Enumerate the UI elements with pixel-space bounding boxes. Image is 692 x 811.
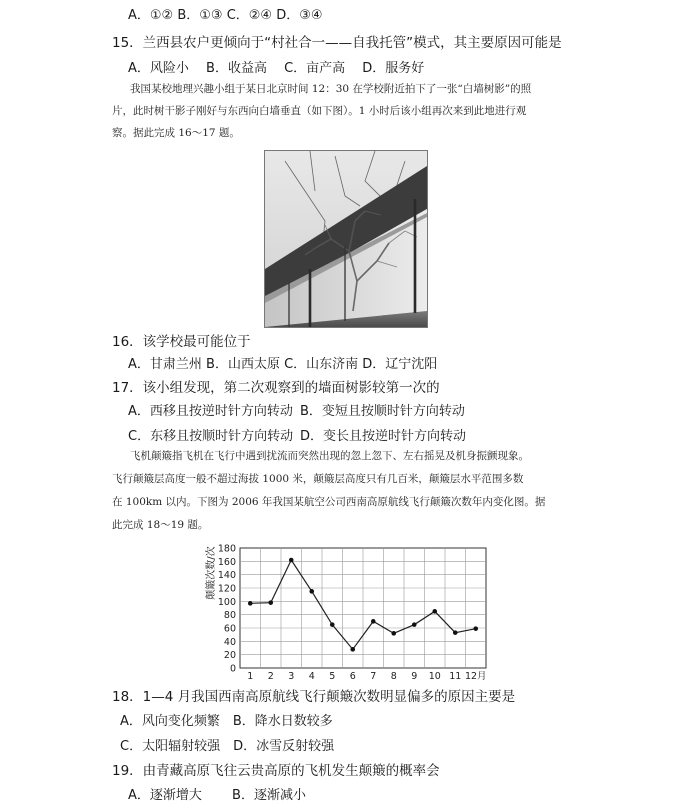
passage2-line3: 在 100km 以内。下图为 2006 年我国某航空公司西南高原航线飞行颠簸次数年内变化图。据 (112, 496, 546, 508)
chart-y-tick-label: 40 (223, 636, 236, 648)
q15-options: A．风险小 B．收益高 C．亩产高 D．服务好 (128, 61, 425, 76)
chart-point (391, 631, 396, 636)
q19-options: A．逐渐增大 B．逐渐减小 (128, 788, 306, 803)
chart-x-tick-label: 3 (288, 671, 295, 680)
q17-stem: 17．该小组发现，第二次观察到的墙面树影较第一次的 (112, 380, 440, 396)
q16-stem: 16．该学校最可能位于 (112, 334, 251, 350)
chart-x-tick-label: 4 (308, 671, 315, 680)
q18-options-ab: A．风向变化频繁 B．降水日数较多 (120, 714, 333, 729)
q16-options: A．甘肃兰州 B．山西太原 C．山东济南 D．辽宁沈阳 (128, 357, 438, 372)
turbulence-line-chart (200, 540, 494, 680)
chart-point (350, 647, 355, 652)
chart-y-tick-label: 100 (217, 596, 236, 608)
chart-point (453, 630, 458, 635)
chart-x-tick-label: 6 (349, 671, 356, 680)
chart-point (268, 600, 273, 605)
chart-x-tick-label: 12月 (464, 671, 487, 680)
chart-point (412, 622, 417, 627)
chart-x-tick-label: 7 (370, 671, 377, 680)
chart-x-tick-label: 11 (449, 671, 462, 680)
chart-point (248, 601, 253, 606)
passage2-line4: 此完成 18～19 题。 (112, 519, 209, 531)
passage1-line2: 片，此时树干影子刚好与东西向白墙垂直（如下图）。1 小时后该小组再次来到此地进行观 (112, 105, 527, 117)
chart-point (309, 589, 314, 594)
passage2-line1: 飞机颠簸指飞机在飞行中遇到扰流而突然出现的忽上忽下、左右摇晃及机身振颤现象。 (130, 450, 529, 462)
chart-y-axis-label: 颠簸次数/次 (206, 546, 217, 600)
chart-y-tick-label: 60 (223, 623, 236, 635)
chart-point (432, 609, 437, 614)
chart-point (371, 619, 376, 624)
photo-illustration (265, 151, 427, 327)
chart-x-ticks (247, 671, 486, 680)
chart-point (289, 558, 294, 563)
q17-option-b: B．变短且按顺时针方向转动 (300, 404, 465, 419)
q17-option-a: A．西移且按逆时针方向转动 (128, 404, 293, 419)
q17-option-d: D．变长且按逆时针方向转动 (300, 429, 467, 444)
q14-options: A．①② B．①③ C．②④ D．③④ (128, 8, 323, 23)
q17-option-c: C．东移且按顺时针方向转动 (128, 429, 294, 444)
passage2-line2: 飞行颠簸层高度一般不超过海拔 1000 米，颠簸层高度只有几百米，颠簸层水平范围多数 (112, 473, 524, 485)
passage1-line1: 我国某校地理兴趣小组于某日北京时间 12：30 在学校附近拍下了一张“白墙树影”的照 (130, 83, 532, 95)
q18-stem: 18．1—4 月我国西南高原航线飞行颠簸次数明显偏多的原因主要是 (112, 689, 516, 705)
chart-y-ticks (218, 544, 236, 675)
chart-point (473, 626, 478, 631)
chart-y-tick-label: 80 (223, 610, 236, 622)
chart-point (330, 622, 335, 627)
passage1-line3: 察。据此完成 16～17 题。 (112, 127, 240, 139)
chart-y-tick-label: 0 (229, 663, 236, 675)
chart-x-tick-label: 5 (329, 671, 336, 680)
q15-stem: 15．兰西县农户更倾向于“村社合一——自我托管”模式，其主要原因可能是 (112, 35, 562, 51)
chart-y-tick-label: 180 (217, 543, 236, 555)
chart-x-tick-label: 9 (411, 671, 418, 680)
chart-y-tick-label: 120 (217, 583, 236, 595)
q18-options-cd: C．太阳辐射较强 D．冰雪反射较强 (120, 739, 335, 754)
chart-x-tick-label: 2 (267, 671, 274, 680)
chart-y-tick-label: 160 (217, 556, 236, 568)
chart-x-tick-label: 1 (247, 671, 254, 680)
chart-x-tick-label: 8 (390, 671, 397, 680)
q19-stem: 19．由青藏高原飞往云贵高原的飞机发生颠簸的概率会 (112, 763, 440, 779)
chart-gridlines (240, 548, 486, 668)
chart-y-tick-label: 140 (217, 570, 236, 582)
chart-x-tick-label: 10 (428, 671, 441, 680)
chart-y-tick-label: 20 (223, 650, 236, 662)
white-wall-tree-shadow-photo (264, 150, 428, 328)
